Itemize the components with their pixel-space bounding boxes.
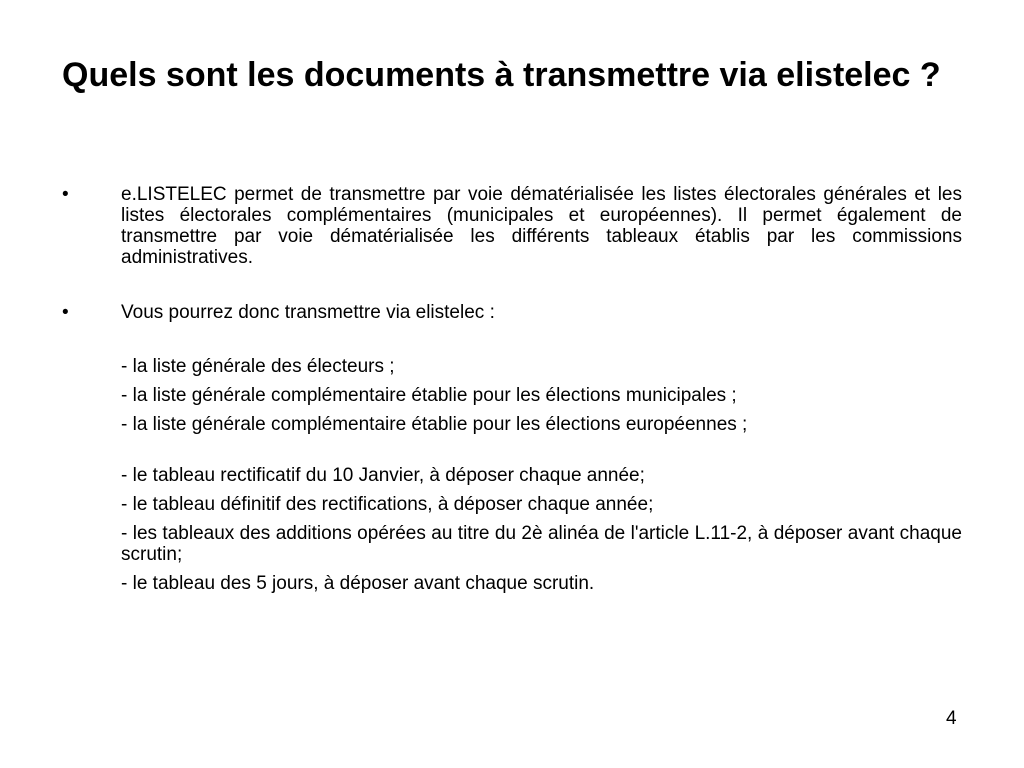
page-number: 4 (946, 708, 957, 729)
list-item: - le tableau rectificatif du 10 Janvier, à déposer chaque année; (121, 465, 645, 486)
list-item: - le tableau définitif des rectifications, à déposer chaque année; (121, 494, 654, 515)
list-item: - la liste générale complémentaire établie pour les élections municipales ; (121, 385, 737, 406)
bullet-item (62, 184, 962, 268)
list-item: - la liste générale des électeurs ; (121, 356, 395, 377)
list-item: - la liste générale complémentaire établie pour les élections européennes ; (121, 414, 748, 435)
lists-group (121, 356, 962, 443)
bullet-marker: • (62, 302, 69, 323)
tables-group (121, 465, 962, 602)
list-item: - le tableau des 5 jours, à déposer avant chaque scrutin. (121, 573, 595, 594)
list-item: - les tableaux des additions opérées au titre du 2è alinéa de l'article L.11-2, à déposer avant chaque scrutin; (121, 523, 962, 565)
bullet-marker: • (62, 184, 69, 205)
bullet-text: e.LISTELEC permet de transmettre par voie dématérialisée les listes électorales générales et les listes électorales complémentaires (municipales et européennes). Il permet également de transmettre par voie dématérialisée les différents tableaux établis par les commissions administratives. (121, 184, 962, 268)
bullet-item (62, 302, 962, 323)
slide-title: Quels sont les documents à transmettre via elistelec ? (62, 56, 941, 94)
bullet-text: Vous pourrez donc transmettre via elistelec : (121, 302, 495, 323)
